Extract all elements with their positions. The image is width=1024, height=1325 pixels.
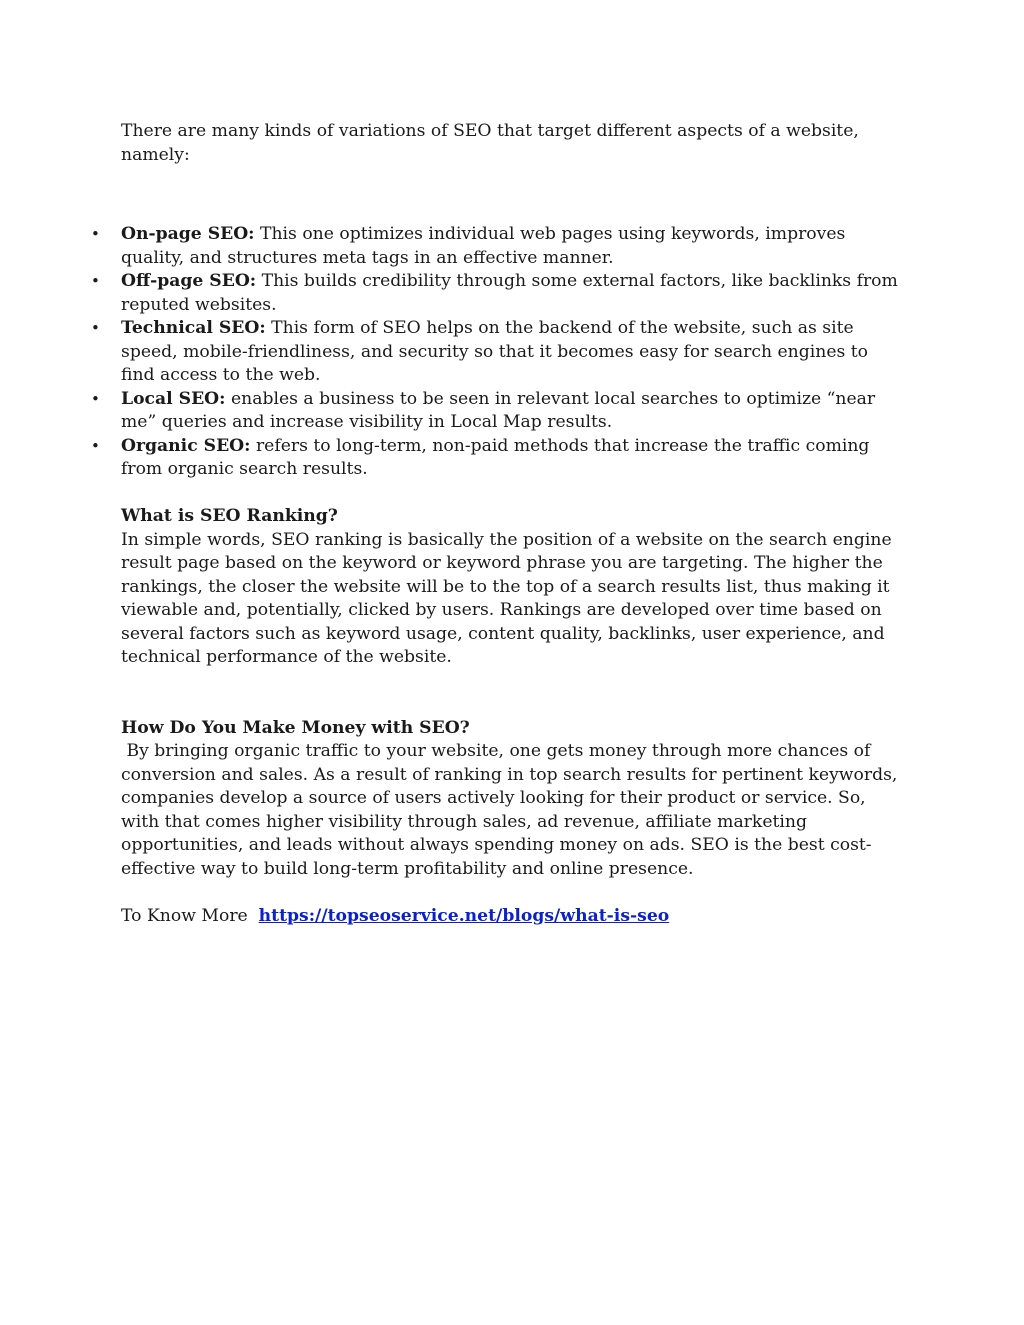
list-item — [91, 270, 901, 317]
section-heading: How Do You Make Money with SEO? — [121, 717, 470, 738]
bullet-icon: • — [91, 272, 100, 290]
list-item — [91, 317, 901, 388]
document-body — [91, 120, 901, 928]
list-item-term: Technical SEO: — [121, 318, 266, 338]
intro-paragraph: There are many kinds of variations of SEO that target different aspects of a website, namely: — [121, 121, 859, 165]
list-item-term: Organic SEO: — [121, 435, 251, 456]
section-body: By bringing organic traffic to your website, one gets money through more chances of conversion and sales. As a result of ranking in top search results for pertinent keywords, companies develop a source of users actively looking for their product or service. So, with that comes higher visibility through sales, ad revenue, affiliate marketing opportunities, and leads without always spending money on ads. SEO is the best cost-effective way to build long-term profitability and online presence. — [121, 741, 898, 879]
make-money-section — [121, 717, 901, 882]
know-more-line — [121, 905, 901, 929]
bullet-icon: • — [91, 436, 100, 455]
list-item — [91, 388, 901, 435]
seo-types-list — [91, 223, 901, 482]
list-item-term: Off-page SEO: — [121, 271, 257, 291]
bullet-icon: • — [91, 319, 100, 337]
section-heading: What is SEO Ranking? — [121, 506, 338, 526]
know-more-link[interactable]: https://topseoservice.net/blogs/what-is-seo — [258, 905, 670, 926]
list-item — [91, 435, 901, 482]
bullet-icon: • — [91, 225, 100, 243]
list-item-term: On-page SEO: — [121, 224, 255, 244]
list-item-description: enables a business to be seen in relevant local searches to optimize “near me” queries and increase visibility in Local Map results. — [121, 388, 876, 432]
list-item-description: This form of SEO helps on the backend of the website, such as site speed, mobile-friendliness, and security so that it becomes easy for search engines to find access to the web. — [121, 318, 869, 385]
list-item — [91, 223, 901, 270]
list-item-term: Local SEO: — [121, 388, 226, 409]
list-item-description: This one optimizes individual web pages using keywords, improves quality, and structures meta tags in an effective manner. — [121, 224, 846, 268]
section-body: In simple words, SEO ranking is basically the position of a website on the search engine result page based on the keyword or keyword phrase you are targeting. The higher the rankings, the closer the website will be to the top of a search results list, thus making it viewable and, potentially, clicked by users. Rankings are developed over time based on several factors such as keyword usage, content quality, backlinks, user experience, and technical performance of the website. — [121, 529, 892, 667]
list-item-description: This builds credibility through some external factors, like backlinks from reputed websites. — [121, 271, 898, 315]
seo-ranking-section — [121, 505, 901, 670]
bullet-icon: • — [91, 389, 100, 408]
know-more-label: To Know More — [121, 905, 259, 926]
list-item-description: refers to long-term, non-paid methods that increase the traffic coming from organic search results. — [121, 435, 870, 479]
